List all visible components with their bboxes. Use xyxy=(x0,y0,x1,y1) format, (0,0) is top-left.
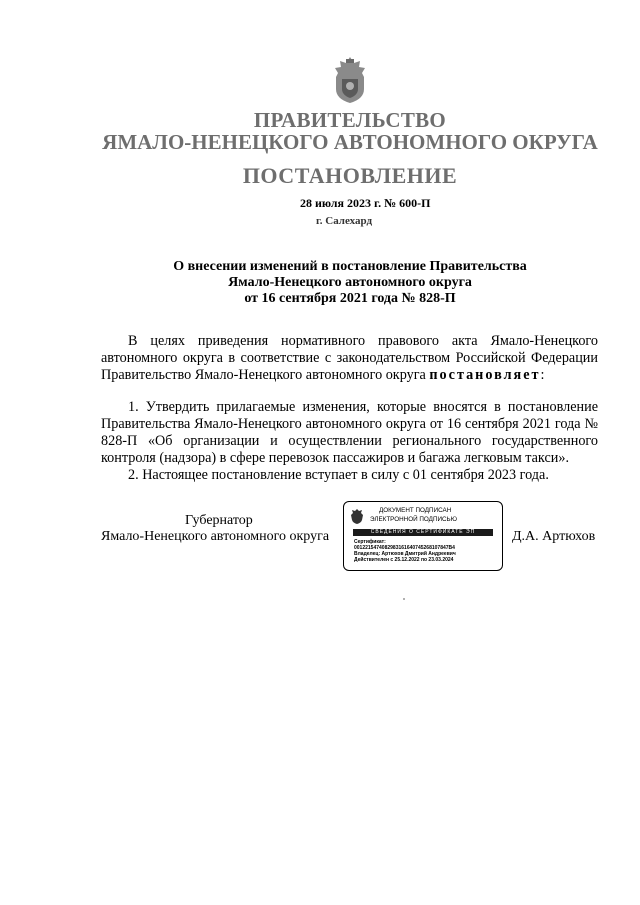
government-name-line2: ЯМАЛО-НЕНЕЦКОГО АВТОНОМНОГО ОКРУГА xyxy=(102,130,598,154)
document-type: ПОСТАНОВЛЕНИЕ xyxy=(242,163,458,188)
stamp-cert-label: Сертификат: xyxy=(354,539,386,545)
title-line2: Ямало-Ненецкого автономного округа xyxy=(228,275,472,290)
signer-position-line1: Губернатор xyxy=(185,513,253,528)
stamp-line1: ДОКУМЕНТ ПОДПИСАН xyxy=(379,507,452,514)
scan-speck xyxy=(403,598,405,600)
document-title xyxy=(120,259,580,307)
signer-name: Д.А. Артюхов xyxy=(512,529,596,544)
decree-word: постановляет xyxy=(429,367,541,383)
document-city: г. Салехард xyxy=(316,215,373,227)
preamble-text: В целях приведения нормативного правового акта Ямало-Ненецкого автономного округа в соответствие с законодательством Российской Федерации Правительство Ямало-Ненецкого автономного округа xyxy=(101,333,598,383)
document-body xyxy=(101,333,598,484)
stamp-certificate-bar: СВЕДЕНИЯ О СЕРТИФИКАТЕ ЭП xyxy=(353,529,493,536)
coat-of-arms-icon xyxy=(350,508,364,525)
title-line1: О внесении изменений в постановление Правительства xyxy=(173,259,527,274)
preamble-end: : xyxy=(540,367,545,383)
coat-of-arms-icon xyxy=(329,55,371,105)
title-line3: от 16 сентября 2021 года № 828-П xyxy=(244,291,456,306)
stamp-cert-number: 0012215474082983161640745268107847В4 xyxy=(354,545,455,551)
preamble-paragraph xyxy=(101,333,598,384)
stamp-owner: Владелец: Артюхов Дмитрий Андреевич xyxy=(354,551,456,557)
government-name-line1: ПРАВИТЕЛЬСТВО xyxy=(253,108,447,132)
paragraph-1: 1. Утвердить прилагаемые изменения, которые вносятся в постановление Правительства Ямало-Ненецкого автономного округа от 16 сентября 2021 года № 828-П «Об организации и осуществлении регионального государственного контроля (надзора) в сфере перевозок пассажиров и багажа легковым такси». xyxy=(101,399,598,466)
document-date-number: 28 июля 2023 г. № 600-П xyxy=(300,196,431,210)
signer-position-line2: Ямало-Ненецкого автономного округа xyxy=(101,529,330,544)
stamp-validity: Действителен с 25.12.2022 по 23.03.2024 xyxy=(354,557,454,563)
paragraph-2: 2. Настоящее постановление вступает в силу с 01 сентября 2023 года. xyxy=(128,467,549,483)
electronic-signature-stamp xyxy=(343,501,503,571)
stamp-line2: ЭЛЕКТРОННОЙ ПОДПИСЬЮ xyxy=(370,516,458,523)
